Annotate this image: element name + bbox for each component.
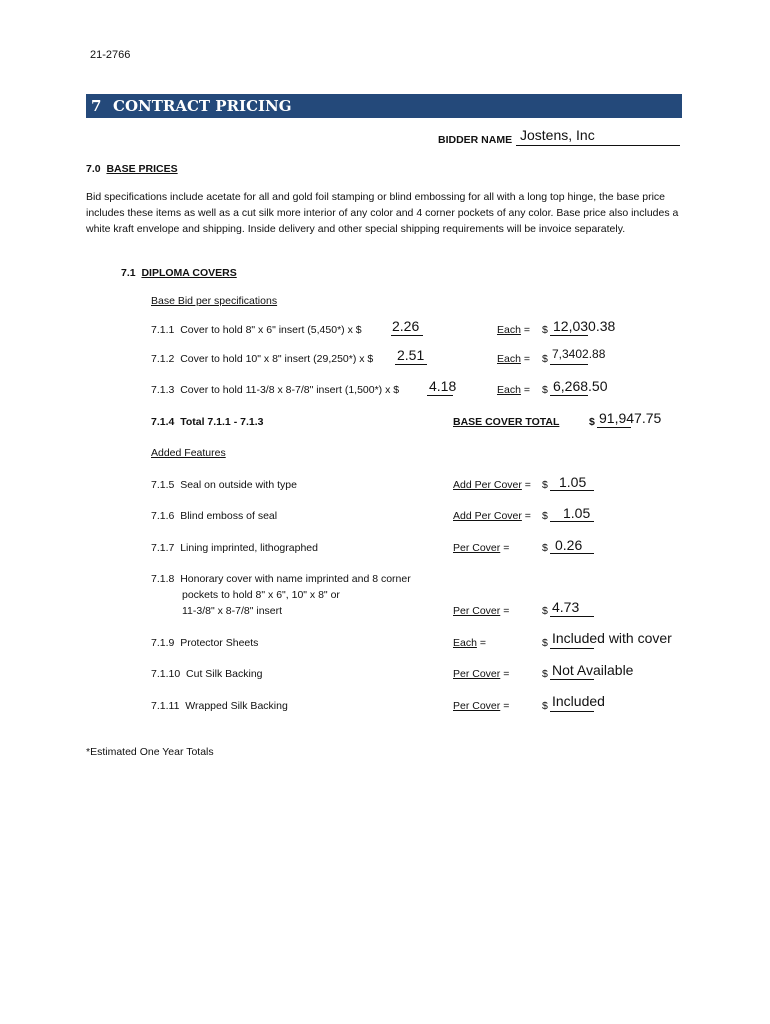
feature-label: Add Per Cover <box>453 479 522 491</box>
feature-label: Per Cover <box>453 605 501 617</box>
base-cover-total-label: BASE COVER TOTAL <box>453 416 560 428</box>
feature-row-7-1-11 <box>151 700 288 712</box>
equals-sign: = <box>524 510 531 522</box>
currency-sign: $ <box>542 700 548 712</box>
item-description: Cover to hold 8" x 6" insert (5,450*) x $ <box>180 324 362 336</box>
equals-sign: = <box>503 605 510 617</box>
feature-label-row <box>453 668 509 680</box>
equals-sign: = <box>523 353 530 365</box>
diploma-covers-heading <box>121 267 237 279</box>
bidder-name-label: BIDDER NAME <box>438 134 513 146</box>
feature-value: 1.05 <box>563 505 591 521</box>
feature-label-row <box>453 479 531 491</box>
currency-sign: $ <box>542 605 548 617</box>
feature-description-line3: 11-3/8" x 8-7/8" insert <box>182 605 283 617</box>
feature-row-7-1-6 <box>151 510 277 522</box>
unit-label: Each <box>497 384 521 396</box>
feature-label-row <box>453 637 486 649</box>
currency-sign: $ <box>542 668 548 680</box>
currency-sign: $ <box>542 542 548 554</box>
feature-row-7-1-10 <box>151 668 263 680</box>
total-row <box>151 416 263 428</box>
feature-label-row <box>453 510 531 522</box>
equals-sign: = <box>503 700 510 712</box>
feature-row-7-1-7 <box>151 542 318 554</box>
currency-sign: $ <box>542 637 548 649</box>
item-row-7-1-2 <box>151 353 373 365</box>
bidder-name-value: Jostens, Inc <box>520 127 595 143</box>
section-title: CONTRACT PRICING <box>113 97 292 115</box>
feature-value: 1.05 <box>559 474 587 490</box>
feature-line <box>550 616 594 617</box>
feature-label-row <box>453 605 509 617</box>
feature-value: Included <box>552 693 605 709</box>
base-prices-number: 7.0 <box>86 163 101 175</box>
added-features-label: Added Features <box>151 447 226 459</box>
feature-number: 7.1.10 <box>151 668 181 680</box>
diploma-covers-title: DIPLOMA COVERS <box>141 267 237 279</box>
feature-row-7-1-5 <box>151 479 297 491</box>
unit-price-line <box>427 395 453 396</box>
feature-line <box>550 648 594 649</box>
feature-label: Add Per Cover <box>453 510 522 522</box>
total-number: 7.1.4 <box>151 416 175 428</box>
feature-number: 7.1.11 <box>151 700 180 712</box>
feature-row-7-1-8 <box>151 573 411 585</box>
intro-paragraph: Bid specifications include acetate for all and gold foil stamping or blind embossing for all with a long top hinge, the base price includes these items as well as a cut silk more interior of any color and 4 corner pockets of any color. Base price also includes a white kraft envelope and shipping. Inside delivery and other special shipping requirements will be invoice separately. <box>86 191 679 235</box>
document-number: 21-2766 <box>90 49 131 61</box>
feature-value: Included with cover <box>552 630 672 646</box>
item-number: 7.1.2 <box>151 353 175 365</box>
feature-number: 7.1.8 <box>151 573 175 585</box>
feature-line <box>550 679 594 680</box>
item-number: 7.1.3 <box>151 384 175 396</box>
currency-sign: $ <box>589 416 595 428</box>
item-description: Cover to hold 10" x 8" insert (29,250*) x $ <box>180 353 374 365</box>
base-prices-heading <box>86 163 178 175</box>
feature-line <box>550 490 594 491</box>
feature-label-row <box>453 542 509 554</box>
bidder-name-line <box>516 145 680 146</box>
currency-sign: $ <box>542 479 548 491</box>
feature-label-row <box>453 700 509 712</box>
currency-sign: $ <box>542 353 548 365</box>
diploma-covers-number: 7.1 <box>121 267 136 279</box>
item-number: 7.1.1 <box>151 324 175 336</box>
feature-description: Seal on outside with type <box>180 479 297 491</box>
unit-price-value: 4.18 <box>429 378 457 394</box>
currency-sign: $ <box>542 384 548 396</box>
unit-price-line <box>391 335 423 336</box>
feature-label: Per Cover <box>453 542 501 554</box>
unit-label-row <box>497 353 530 365</box>
feature-description: Protector Sheets <box>180 637 259 649</box>
equals-sign: = <box>523 384 530 396</box>
section-number: 7 <box>91 97 102 115</box>
footnote: *Estimated One Year Totals <box>86 746 214 758</box>
feature-value: Not Available <box>552 662 634 678</box>
feature-description-line1: Honorary cover with name imprinted and 8 corner <box>180 573 411 585</box>
unit-label: Each <box>497 353 521 365</box>
equals-sign: = <box>524 479 531 491</box>
equals-sign: = <box>523 324 530 336</box>
feature-line <box>550 711 594 712</box>
feature-line <box>550 521 594 522</box>
base-bid-label: Base Bid per specifications <box>151 295 278 307</box>
total-line <box>550 364 588 365</box>
feature-row-7-1-9 <box>151 637 258 649</box>
unit-label: Each <box>497 324 521 336</box>
feature-description: Wrapped Silk Backing <box>185 700 288 712</box>
total-line <box>550 395 588 396</box>
unit-label-row <box>497 384 530 396</box>
item-row-7-1-3 <box>151 384 399 396</box>
feature-description: Lining imprinted, lithographed <box>180 542 318 554</box>
equals-sign: = <box>503 668 510 680</box>
feature-description: Cut Silk Backing <box>186 668 263 680</box>
unit-price-value: 2.51 <box>397 347 425 363</box>
feature-label: Per Cover <box>453 668 501 680</box>
item-total-value: 7,3402.88 <box>552 347 606 361</box>
feature-label: Each <box>453 637 477 649</box>
equals-sign: = <box>503 542 510 554</box>
feature-value: 0.26 <box>555 537 583 553</box>
equals-sign: = <box>479 637 486 649</box>
section-banner <box>86 94 682 118</box>
feature-description-line2: pockets to hold 8" x 6", 10" x 8" or <box>182 589 340 601</box>
feature-line <box>550 553 594 554</box>
item-row-7-1-1 <box>151 324 362 336</box>
item-description: Cover to hold 11-3/8 x 8-7/8" insert (1,500*) x $ <box>180 384 400 396</box>
feature-description: Blind emboss of seal <box>180 510 278 522</box>
currency-sign: $ <box>542 324 548 336</box>
base-prices-title: BASE PRICES <box>106 163 178 175</box>
total-line <box>597 427 631 428</box>
base-cover-total-value: 91,947.75 <box>599 410 662 426</box>
currency-sign: $ <box>542 510 548 522</box>
feature-number: 7.1.9 <box>151 637 175 649</box>
feature-number: 7.1.6 <box>151 510 175 522</box>
unit-price-value: 2.26 <box>392 318 420 334</box>
item-total-value: 12,030.38 <box>553 318 616 334</box>
unit-price-line <box>395 364 427 365</box>
item-total-value: 6,268.50 <box>553 378 608 394</box>
unit-label-row <box>497 324 530 336</box>
feature-label: Per Cover <box>453 700 501 712</box>
total-line <box>550 335 588 336</box>
total-description: Total 7.1.1 - 7.1.3 <box>180 416 264 428</box>
feature-number: 7.1.7 <box>151 542 175 554</box>
feature-value: 4.73 <box>552 599 580 615</box>
feature-number: 7.1.5 <box>151 479 175 491</box>
